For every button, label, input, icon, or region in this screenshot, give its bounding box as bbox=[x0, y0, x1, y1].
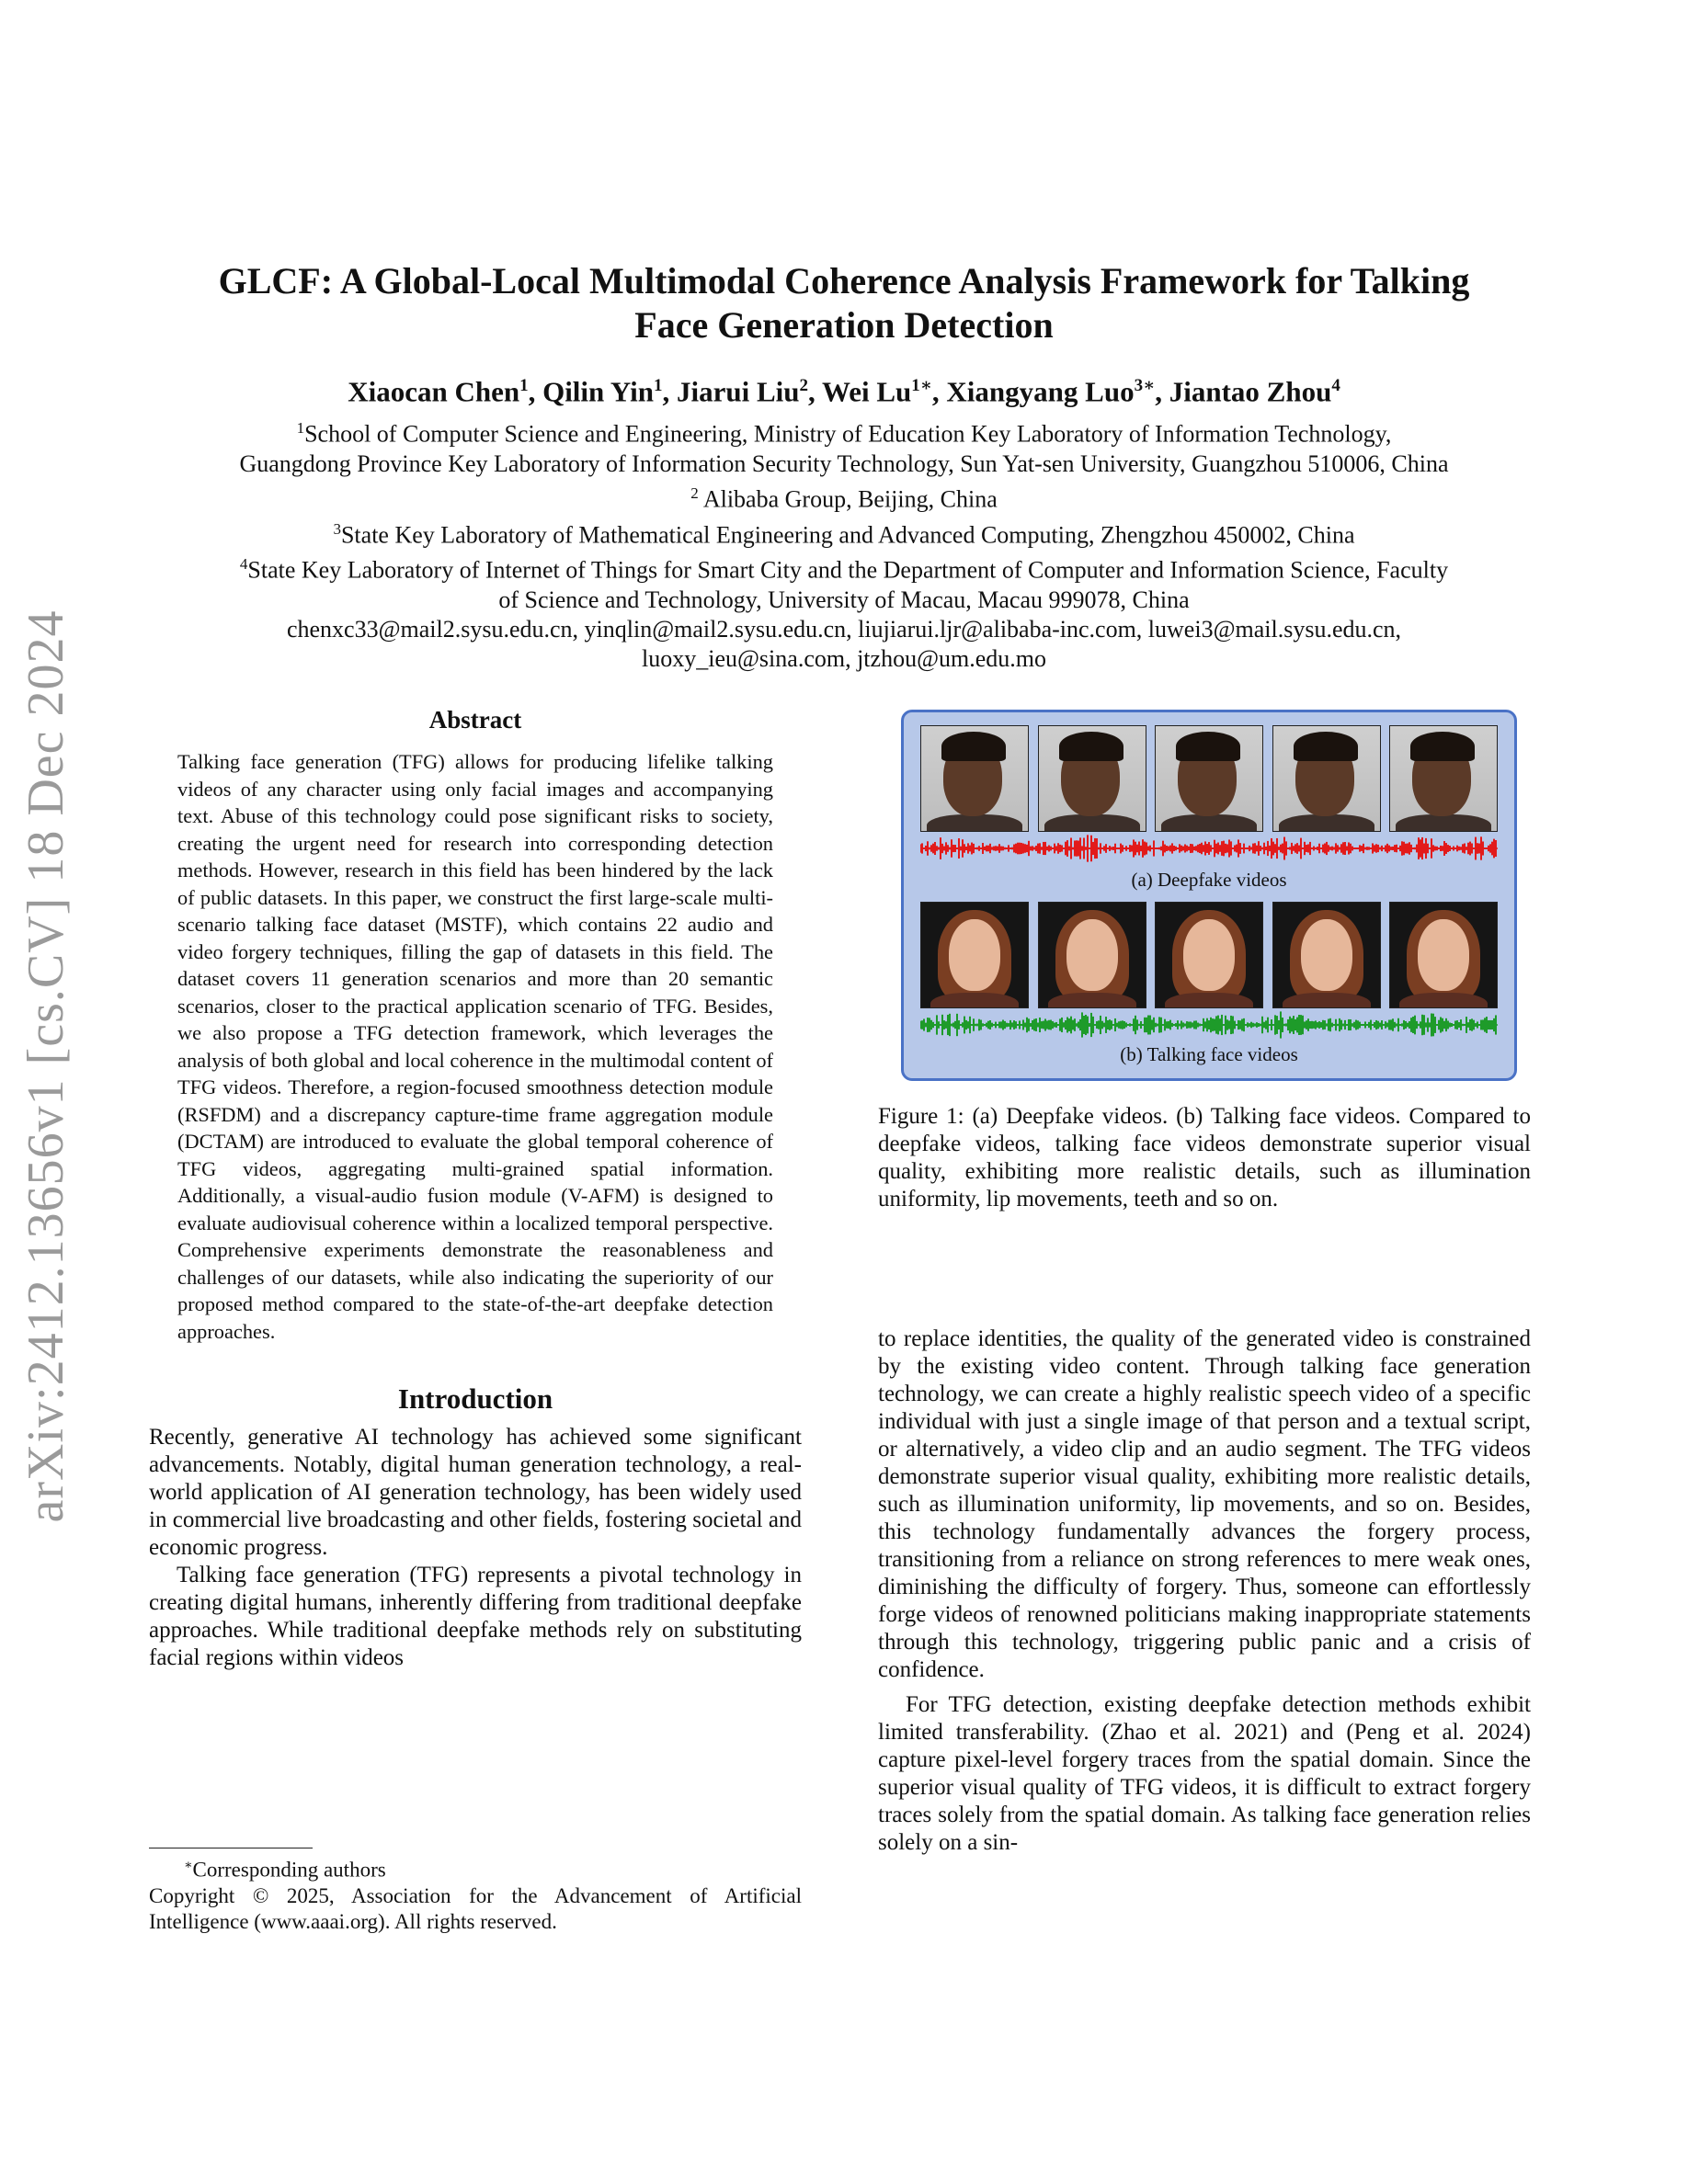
left-column bbox=[149, 706, 802, 1672]
author-affiliation-mark: 1 bbox=[519, 376, 529, 395]
talking-face-frame bbox=[1389, 902, 1498, 1008]
footnote-text: Corresponding authors bbox=[192, 1858, 386, 1882]
affiliation-2 bbox=[138, 479, 1550, 515]
talking-face-audio-waveform bbox=[920, 1010, 1498, 1040]
affiliation-text: Alibaba Group, Beijing, China bbox=[698, 485, 998, 513]
title-line-1: GLCF: A Global-Local Multimodal Coherence Analysis Framework for Talking bbox=[218, 260, 1470, 301]
figure-caption: Figure 1: (a) Deepfake videos. (b) Talking face videos. Compared to deepfake videos, talking face videos demonstrate superior visual quality, exhibiting more realistic details, such as illumination uniformity, lip movements, teeth and so on. bbox=[878, 1104, 1531, 1211]
footnote-mark: ∗ bbox=[184, 1859, 193, 1872]
title-line-2: Face Generation Detection bbox=[634, 304, 1054, 346]
deepfake-frame bbox=[1389, 725, 1498, 832]
affiliation-text: State Key Laboratory of Mathematical Engineering and Advanced Computing, Zhengzhou 450002, China bbox=[340, 521, 1355, 549]
affiliations bbox=[138, 414, 1550, 674]
affiliation-1-line-2: Guangdong Province Key Laboratory of Information Security Technology, Sun Yat-sen University, Guangzhou 510006, China bbox=[239, 449, 1449, 477]
deepfake-frame bbox=[1272, 725, 1381, 832]
author-name: Qilin Yin bbox=[542, 375, 654, 408]
affiliation-1-line-1 bbox=[138, 414, 1550, 449]
footnotes bbox=[149, 1853, 802, 1935]
arxiv-stamp-text: arXiv:2412.13656v1 [cs.CV] 18 Dec 2024 bbox=[17, 609, 74, 1523]
footnote-corresponding bbox=[149, 1853, 802, 1883]
author-name: Wei Lu bbox=[821, 375, 912, 408]
deepfake-audio-waveform bbox=[920, 834, 1498, 863]
author-affiliation-mark: 2 bbox=[799, 376, 808, 395]
author-affiliation-mark: 1 bbox=[653, 376, 663, 395]
paper-title bbox=[138, 259, 1550, 347]
abstract-heading: Abstract bbox=[428, 706, 522, 734]
emails-line-2: luoxy_ieu@sina.com, jtzhou@um.edu.mo bbox=[642, 644, 1046, 672]
introduction-heading: Introduction bbox=[397, 1382, 553, 1415]
author-list: Xiaocan Chen$^1$, Qilin Yin$^1$, Jiarui Liu$^2$, Wei $Lu^{1∗}$, Xiangyang Luo$^{3∗}$, Jiantao Zhou$^4$ bbox=[348, 375, 1340, 408]
affiliation-mark: 4 bbox=[239, 555, 248, 574]
figure-label-a: (a) Deepfake videos bbox=[1131, 869, 1287, 891]
copyright-notice: Copyright © 2025, Association for the Advancement of Artificial Intelligence (www.aaai.org). All rights reserved. bbox=[149, 1883, 802, 1933]
author-name: Xiangyang Luo bbox=[946, 375, 1135, 408]
affiliation-text: School of Computer Science and Engineering, Ministry of Education Key Laboratory of Information Technology, bbox=[304, 420, 1392, 448]
author-name: Jiarui Liu bbox=[676, 375, 800, 408]
deepfake-frame bbox=[920, 725, 1029, 832]
author-affiliation-mark: 3∗ bbox=[1134, 376, 1156, 395]
author-affiliation-mark: 1∗ bbox=[911, 376, 932, 395]
author-name: Jiantao Zhou bbox=[1169, 375, 1332, 408]
abstract-text: Talking face generation (TFG) allows for producing lifelike talking videos of any character using only facial images and accompanying text. Abuse of this technology could pose significant risks to society, creating the urgent need for research into corresponding detection methods. However, research in this field has been hindered by the lack of public datasets. In this paper, we construct the first large-scale multi-scenario talking face dataset (MSTF), which contains 22 audio and video forgery techniques, filling the gap of datasets in this field. The dataset covers 11 generation scenarios and more than 20 semantic scenarios, closer to the practical application scenario of TFG. Besides, we also propose a TFG detection framework, which leverages the analysis of both global and local coherence in the multimodal content of TFG videos. Therefore, a region-focused smoothness detection module (RSFDM) and a discrepancy capture-time frame aggregation module (DCTAM) are introduced to evaluate the global temporal coherence of TFG videos, aggregating multi-grained spatial information. Additionally, a visual-audio fusion module (V-AFM) is designed to evaluate audiovisual coherence within a localized temporal perspective. Comprehensive experiments demonstrate the reasonableness and challenges of our datasets, while also indicating the superiority of our proposed method compared to the state-of-the-art deepfake detection approaches. bbox=[177, 750, 773, 1343]
talking-face-frame bbox=[1038, 902, 1146, 1008]
affiliation-mark: 3 bbox=[333, 519, 341, 538]
right-paragraph-2: For TFG detection, existing deepfake detection methods exhibit limited transferability. (Zhao et al. 2021) and (Peng et al. 2024) capture pixel-level forgery traces from the spatial domain. Since the superior visual quality of TFG videos, it is difficult to extract forgery traces solely from the spatial domain. As talking face generation relies solely on a sin- bbox=[878, 1692, 1531, 1855]
intro-paragraph-2: Talking face generation (TFG) represents a pivotal technology in creating digital humans, inherently differing from traditional deepfake approaches. While traditional deepfake methods rely on substituting facial regions within videos bbox=[149, 1563, 802, 1670]
intro-paragraph-1: Recently, generative AI technology has achieved some significant advancements. Notably, digital human generation technology, a real-world application of AI generation technology, has been widely used in commercial live broadcasting and other fields, fostering societal and economic progress. bbox=[149, 1425, 802, 1560]
paper-header bbox=[138, 259, 1550, 674]
arxiv-stamp bbox=[18, 570, 74, 1563]
deepfake-frame bbox=[1038, 725, 1146, 832]
figure-1 bbox=[901, 710, 1517, 1081]
talking-face-frame bbox=[1155, 902, 1263, 1008]
talking-face-frame bbox=[1272, 902, 1381, 1008]
affiliation-4-line-2: of Science and Technology, University of Macau, Macau 999078, China bbox=[498, 586, 1190, 613]
affiliation-mark: 2 bbox=[690, 483, 699, 502]
figure-label-b: (b) Talking face videos bbox=[1120, 1043, 1298, 1065]
affiliation-3 bbox=[138, 515, 1550, 551]
deepfake-frame-strip bbox=[920, 725, 1498, 830]
author-affiliation-mark: 4 bbox=[1331, 376, 1340, 395]
talking-face-frame-strip bbox=[920, 902, 1498, 1007]
affiliation-4-line-1 bbox=[138, 550, 1550, 586]
deepfake-frame bbox=[1155, 725, 1263, 832]
right-column bbox=[878, 1325, 1531, 1857]
talking-face-frame bbox=[920, 902, 1029, 1008]
affiliation-mark: 1 bbox=[296, 419, 305, 438]
affiliation-text: State Key Laboratory of Internet of Things for Smart City and the Department of Computer and Information Science, Faculty bbox=[247, 556, 1449, 584]
author-name: Xiaocan Chen bbox=[348, 375, 520, 408]
right-paragraph-1: to replace identities, the quality of the generated video is constrained by the existing video content. Through talking face generation technology, we can create a highly realistic speech video of a specific individual with just a single image of that person and a textual script, or alternatively, a video clip and an audio segment. The TFG videos demonstrate superior visual quality, exhibiting more realistic details, such as illumination uniformity, lip movements, and so on. Besides, this technology fundamentally advances the forgery process, transitioning from a reliance on strong references to mere weak ones, diminishing the difficulty of forgery. Thus, someone can effortlessly forge videos of renowned politicians making inappropriate statements through this technology, triggering public panic and a crisis of confidence. bbox=[878, 1326, 1531, 1682]
emails-line-1: chenxc33@mail2.sysu.edu.cn, yinqlin@mail2.sysu.edu.cn, liujiarui.ljr@alibaba-inc.com, luwei3@mail.sysu.edu.cn, bbox=[286, 615, 1402, 643]
